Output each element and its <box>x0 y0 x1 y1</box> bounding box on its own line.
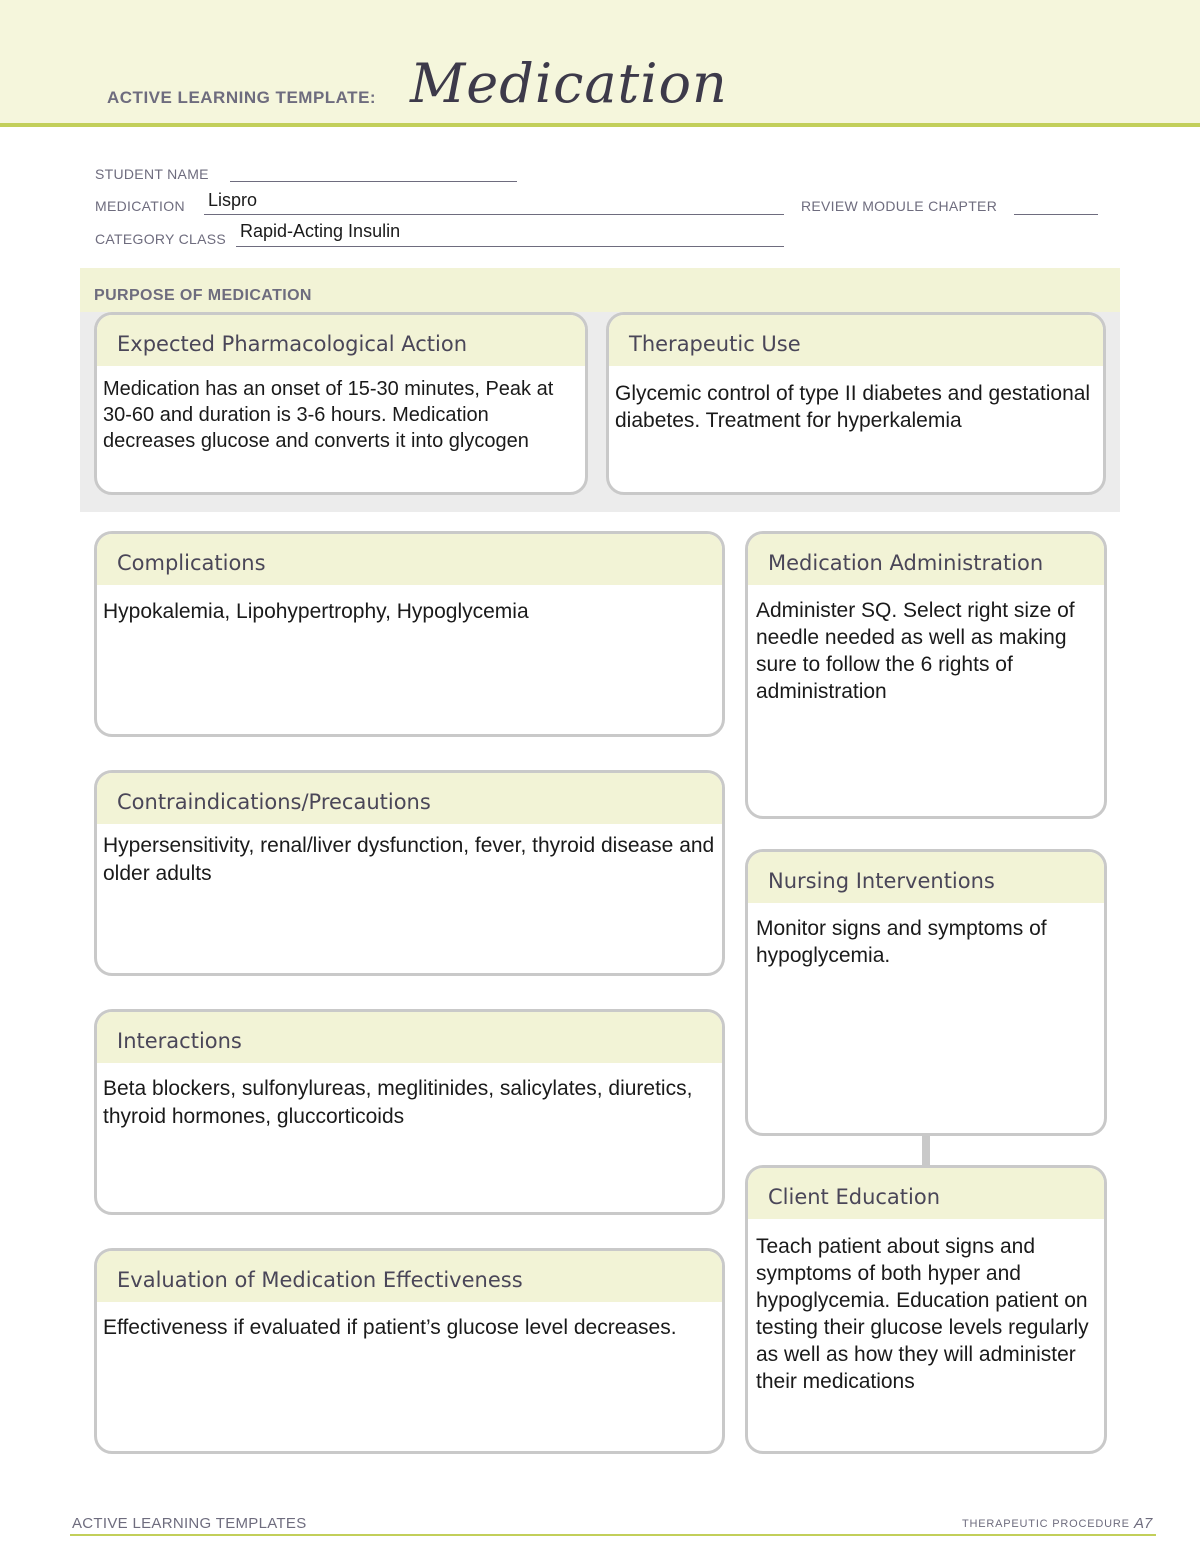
contraindications-title: Contraindications/Precautions <box>97 773 722 824</box>
category-class-label: CATEGORY CLASS <box>95 231 227 247</box>
medication-label: MEDICATION <box>95 198 185 214</box>
administration-text[interactable]: Administer SQ. Select right size of needle needed as well as making sure to follow the 6 rights of administration <box>756 599 1075 703</box>
administration-title: Medication Administration <box>748 534 1104 585</box>
complications-text[interactable]: Hypokalemia, Lipohypertrophy, Hypoglycemia <box>103 600 529 623</box>
nursing-title: Nursing Interventions <box>748 852 1104 903</box>
header-label: ACTIVE LEARNING TEMPLATE: <box>107 88 377 107</box>
interactions-text[interactable]: Beta blockers, sulfonylureas, meglitinides, salicylates, diuretics, thyroid hormones, gluccorticoids <box>103 1077 693 1128</box>
evaluation-text[interactable]: Effectiveness if evaluated if patient’s glucose level decreases. <box>103 1316 677 1339</box>
education-title: Client Education <box>748 1168 1104 1219</box>
interactions-title: Interactions <box>97 1012 722 1063</box>
expected-action-box <box>94 312 588 495</box>
connector-line <box>922 1134 930 1167</box>
medication-value[interactable]: Lispro <box>208 190 258 210</box>
expected-action-text[interactable]: Medication has an onset of 15-30 minutes, Peak at 30-60 and duration is 3-6 hours. Medication decreases glucose and converts it into glycogen <box>103 378 554 452</box>
complications-title: Complications <box>97 534 722 585</box>
therapeutic-use-title: Therapeutic Use <box>609 315 1103 366</box>
header-rule <box>0 123 1200 127</box>
medication-line[interactable] <box>204 214 784 215</box>
administration-box <box>745 531 1107 819</box>
footer-rule <box>70 1534 1156 1536</box>
therapeutic-use-box <box>606 312 1106 495</box>
expected-action-title: Expected Pharmacological Action <box>97 315 585 366</box>
student-name-line[interactable] <box>230 181 517 182</box>
purpose-label: PURPOSE OF MEDICATION <box>94 287 312 304</box>
footer-left: ACTIVE LEARNING TEMPLATES <box>72 1515 307 1532</box>
review-module-line[interactable] <box>1014 214 1098 215</box>
page-title: Medication <box>410 52 728 115</box>
category-class-line[interactable] <box>236 246 784 247</box>
complications-box <box>94 531 725 737</box>
therapeutic-use-text[interactable]: Glycemic control of type II diabetes and gestational diabetes. Treatment for hyperkalemia <box>615 382 1091 432</box>
education-text[interactable]: Teach patient about signs and symptoms of both hyper and hypoglycemia. Education patient on testing their glucose levels regularly as well as how they will administer their medications <box>756 1235 1089 1393</box>
category-class-value[interactable]: Rapid-Acting Insulin <box>240 221 401 241</box>
contraindications-box <box>94 770 725 976</box>
contraindications-text[interactable]: Hypersensitivity, renal/liver dysfunction, fever, thyroid disease and older adults <box>103 834 715 885</box>
nursing-text[interactable]: Monitor signs and symptoms of hypoglycemia. <box>756 917 1047 967</box>
student-name-label: STUDENT NAME <box>95 166 209 182</box>
interactions-box <box>94 1009 725 1215</box>
evaluation-title: Evaluation of Medication Effectiveness <box>97 1251 722 1302</box>
footer-page-number: A7 <box>1134 1515 1153 1532</box>
education-box <box>745 1165 1107 1454</box>
evaluation-box <box>94 1248 725 1454</box>
review-module-label: REVIEW MODULE CHAPTER <box>801 198 998 214</box>
nursing-box <box>745 849 1107 1136</box>
footer-right: THERAPEUTIC PROCEDURE <box>962 1518 1130 1530</box>
